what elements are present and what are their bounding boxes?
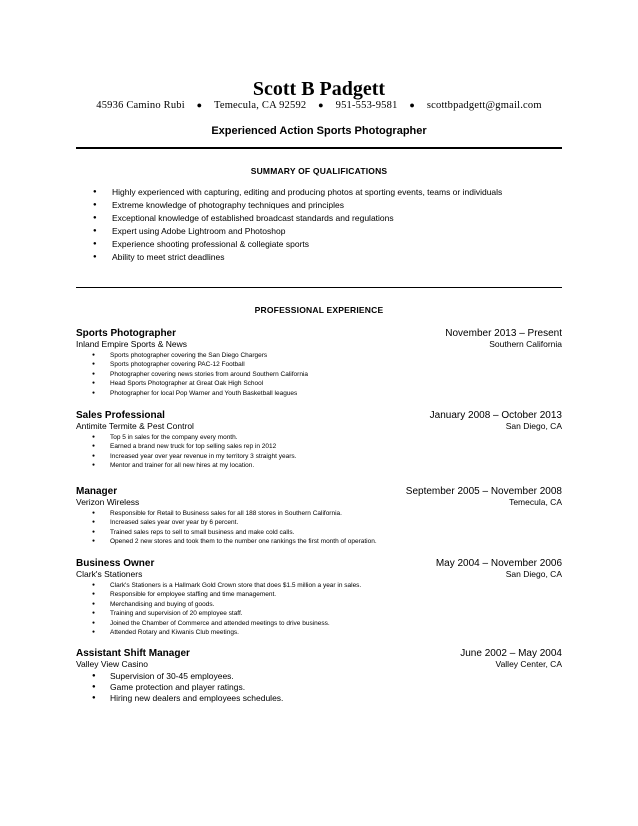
job-duties-list [76, 671, 562, 704]
list-item: ● Game protection and player ratings. [96, 682, 562, 693]
job-entry [76, 410, 562, 471]
list-item: ● Photographer covering news stories from around Southern California [96, 370, 562, 379]
job-title: Sales Professional [76, 410, 165, 421]
list-item: ● Hiring new dealers and employees schedules. [96, 693, 562, 704]
bullet-separator-icon: ● [318, 100, 324, 110]
list-item: ● Trained sales reps to sell to small business and make cold calls. [96, 528, 562, 537]
list-item: ● Exceptional knowledge of established broadcast standards and regulations [96, 212, 502, 225]
list-item: ● Responsible for Retail to Business sales for all 188 stores in Southern California. [96, 509, 562, 518]
employer: Inland Empire Sports & News [76, 339, 188, 349]
job-dates: June 2002 – May 2004 [460, 648, 562, 659]
list-item: ● Sports photographer covering the San Diego Chargers [96, 351, 562, 360]
job-entry [76, 486, 562, 547]
list-item: ● Sports photographer covering PAC-12 Football [96, 360, 562, 369]
job-title: Sports Photographer [76, 328, 177, 339]
job-duties-list [76, 581, 562, 637]
job-duties-list [76, 509, 562, 547]
employer: Antimite Termite & Pest Control [76, 421, 194, 431]
job-title: Manager [76, 486, 118, 497]
divider [76, 147, 562, 149]
city: Temecula, CA 92592 [213, 100, 307, 111]
candidate-name: Scott B Padgett [252, 78, 386, 100]
contact-line [0, 100, 638, 111]
employer: Valley View Casino [76, 659, 148, 669]
professional-headline: Experienced Action Sports Photographer [211, 125, 427, 137]
list-item: ● Attended Rotary and Kiwanis Club meetings. [96, 628, 562, 637]
job-dates: January 2008 – October 2013 [429, 410, 562, 421]
summary-heading: SUMMARY OF QUALIFICATIONS [250, 166, 388, 176]
list-item: ● Joined the Chamber of Commerce and attended meetings to drive business. [96, 619, 562, 628]
bullet-separator-icon: ● [196, 100, 203, 110]
list-item: ● Highly experienced with capturing, editing and producing photos at sporting events, teams or individuals [96, 186, 502, 199]
job-entry [76, 328, 562, 398]
job-duties-list [76, 433, 562, 471]
list-item: ● Top 5 in sales for the company every month. [96, 433, 562, 442]
list-item: ● Earned a brand new truck for top selling sales rep in 2012 [96, 442, 562, 451]
phone: 951-553-9581 [335, 100, 398, 111]
list-item: ● Increased year over year revenue in my territory 3 straight years. [96, 452, 562, 461]
list-item: ● Opened 2 new stores and took them to the number one rankings the first month of operation. [96, 537, 562, 546]
list-item: ● Experience shooting professional & collegiate sports [96, 238, 502, 251]
list-item: ● Merchandising and buying of goods. [96, 600, 562, 609]
job-location: San Diego, CA [505, 569, 562, 579]
job-dates: September 2005 – November 2008 [405, 486, 562, 497]
job-location: Southern California [489, 339, 562, 349]
bullet-separator-icon: ● [409, 100, 416, 110]
job-dates: November 2013 – Present [445, 328, 562, 339]
job-location: San Diego, CA [505, 421, 562, 431]
list-item: ● Head Sports Photographer at Great Oak High School [96, 379, 562, 388]
list-item: ● Training and supervision of 20 employee staff. [96, 609, 562, 618]
job-entry [76, 558, 562, 637]
list-item: ● Photographer for local Pop Warner and Youth Basketball leagues [96, 389, 562, 398]
list-item: ● Supervision of 30-45 employees. [96, 671, 562, 682]
job-dates: May 2004 – November 2006 [435, 558, 562, 569]
list-item: ● Clark's Stationers is a Hallmark Gold Crown store that does $1.5 million a year in sales. [96, 581, 562, 590]
job-title: Assistant Shift Manager [76, 648, 190, 659]
qualifications-list [96, 186, 502, 264]
list-item: ● Mentor and trainer for all new hires at my location. [96, 461, 562, 470]
list-item: ● Increased sales year over year by 6 percent. [96, 518, 562, 527]
employer: Verizon Wireless [76, 497, 140, 507]
job-entry [76, 648, 562, 704]
experience-heading: PROFESSIONAL EXPERIENCE [254, 305, 384, 315]
address: 45936 Camino Rubi [96, 100, 185, 111]
job-location: Valley Center, CA [495, 659, 562, 669]
list-item: ● Expert using Adobe Lightroom and Photoshop [96, 225, 502, 238]
job-duties-list [76, 351, 562, 398]
divider [76, 287, 562, 288]
list-item: ● Extreme knowledge of photography techniques and principles [96, 199, 502, 212]
list-item: ● Responsible for employee staffing and time management. [96, 590, 562, 599]
job-location: Temecula, CA [509, 497, 562, 507]
employer: Clark's Stationers [76, 569, 143, 579]
list-item: ● Ability to meet strict deadlines [96, 251, 502, 264]
job-title: Business Owner [76, 558, 155, 569]
email[interactable]: scottbpadgett@gmail.com [426, 100, 542, 111]
